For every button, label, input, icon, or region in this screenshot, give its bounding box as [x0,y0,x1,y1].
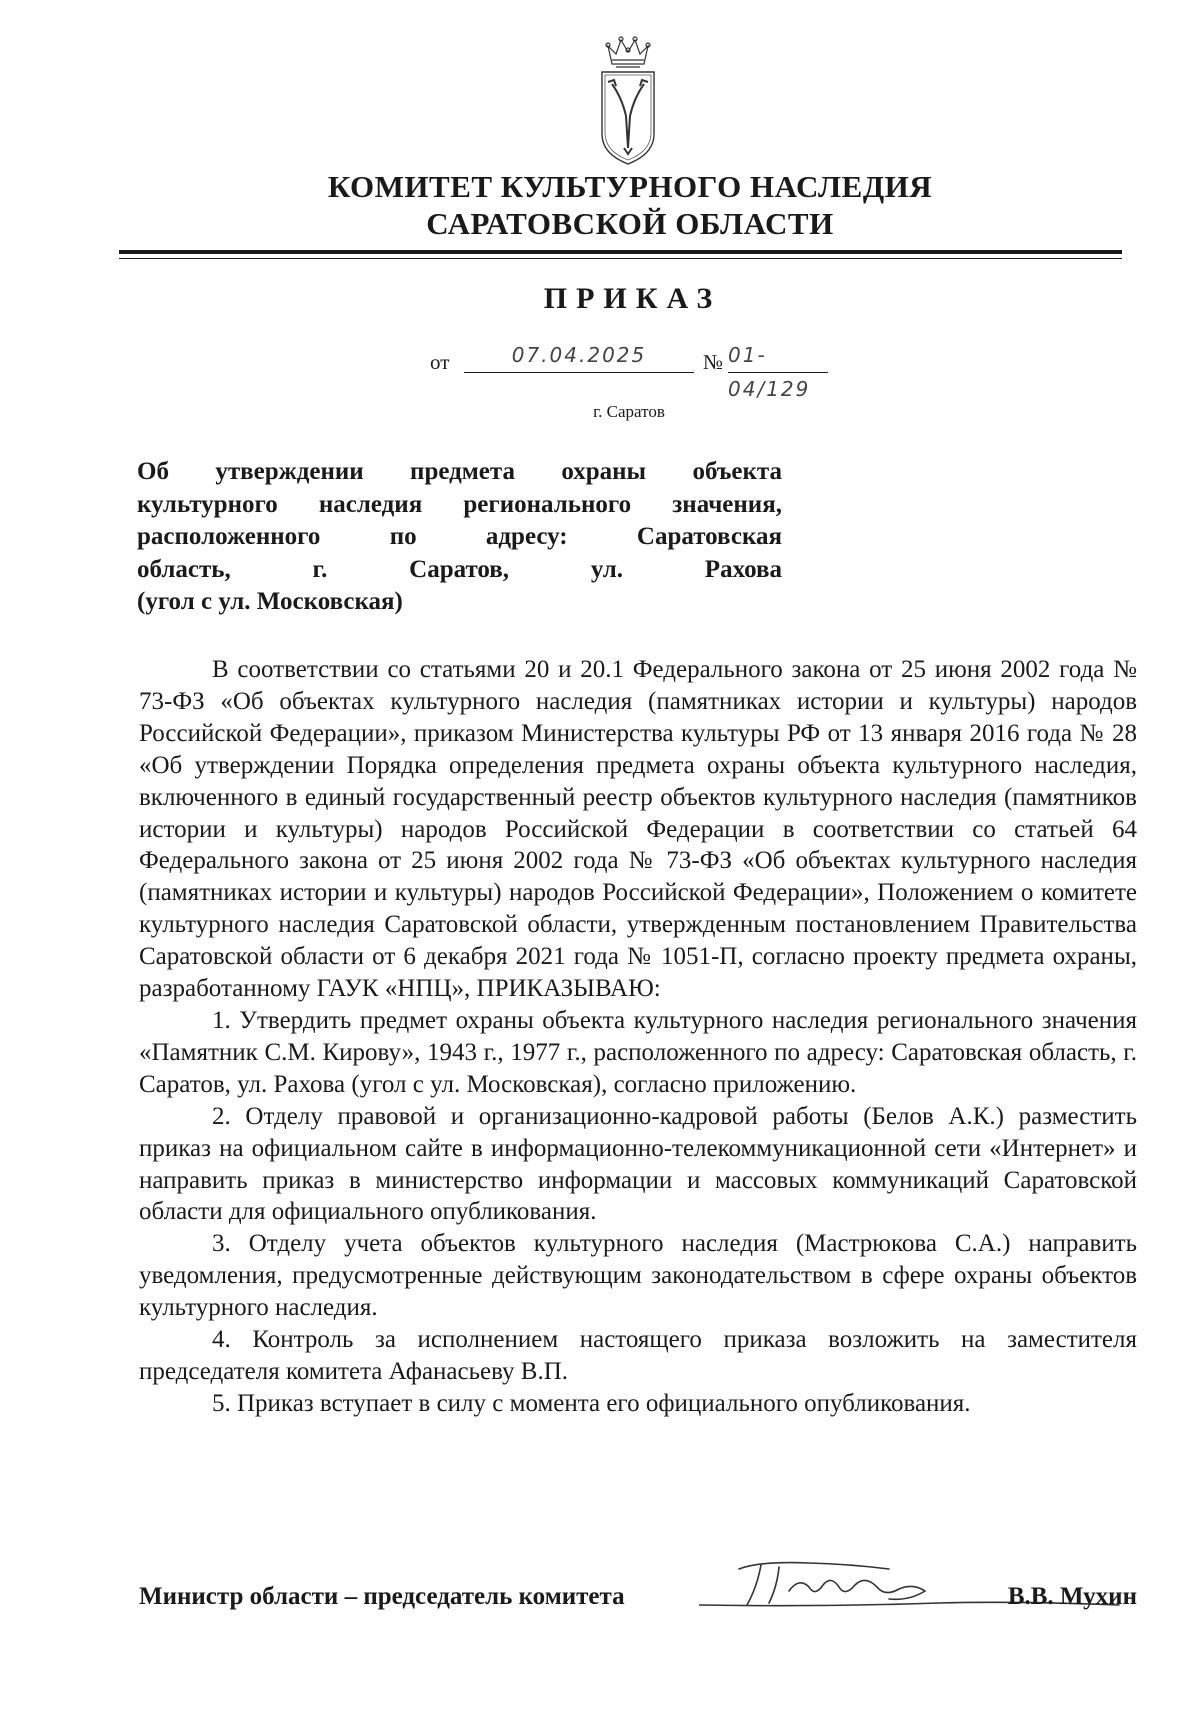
subject-line: Об утверждении предмета охраны объекта [137,458,782,485]
preamble-paragraph: В соответствии со статьями 20 и 20.1 Федерального закона от 25 июня 2002 года № 73-ФЗ «Об объектах культурного наследия (памятниках истории и культуры) народов Российской Федерации», приказом Министерства культуры РФ от 13 января 2016 года № 28 «Об утверждении Порядка определения предмета охраны объекта культурного наследия, включенного в единый государственный реестр объектов культурного наследия (памятников истории и культуры) народов Российской Федерации в соответствии со статьей 64 Федерального закона от 25 июня 2002 года № 73-ФЗ «Об объектах культурного наследия (памятниках истории и культуры) народов Российской Федерации», Положением о комитете культурного наследия Саратовской области, утвержденным постановлением Правительства Саратовской области от 6 декабря 2021 года № 1051-П, согласно проекту предмета охраны, разработанному ГАУК «НПЦ», ПРИКАЗЫВАЮ: [139,656,1137,1003]
number-value: 01-04/129 [728,338,828,373]
order-subject [137,456,782,619]
organization-name-line1: КОМИТЕТ КУЛЬТУРНОГО НАСЛЕДИЯ [327,169,933,204]
order-item-3: 3. Отделу учета объектов культурного наследия (Мастрюкова С.А.) направить уведомления, предусмотренные действующим законодательством в сфере охраны объектов культурного наследия. [139,1230,1137,1322]
order-item-5: 5. Приказ вступает в силу с момента его официального опубликования. [212,1389,971,1417]
date-value: 07.04.2025 [464,338,694,373]
order-meta-row [0,338,1200,401]
signatory-title: Министр области – председатель комитета [139,1583,625,1610]
city-label: г. Саратов [593,402,665,421]
signature-block [139,1583,1137,1623]
order-body [139,654,1137,1420]
date-label: от [430,350,450,374]
signatory-name: В.В. Мухин [1007,1583,1137,1610]
saratov-coat-of-arms-icon [594,36,662,168]
order-item-1: 1. Утвердить предмет охраны объекта культурного наследия регионального значения «Памятник С.М. Кирову», 1943 г., 1977 г., расположенного по адресу: Саратовская область, г. Саратов, ул. Рахова (угол с ул. Московская), согласно приложению. [139,1006,1137,1098]
subject-line: область, г. Саратов, ул. Рахова [137,555,782,583]
document-type-title: ПРИКАЗ [543,282,722,315]
header-rule-thin [119,258,1122,259]
order-item-4: 4. Контроль за исполнением настоящего приказа возложить на заместителя председателя комитета Афанасьеву В.П. [139,1326,1137,1385]
organization-name-line2: САРАТОВСКОЙ ОБЛАСТИ [426,206,834,241]
header-rule-thick [119,250,1122,254]
number-label: № [703,350,724,374]
subject-line: расположенного по адресу: Саратовская [137,523,782,550]
subject-line: (угол с ул. Московская) [137,588,403,615]
subject-line: культурного наследия регионального значения, [137,490,782,518]
order-item-2: 2. Отделу правовой и организационно-кадровой работы (Белов А.К.) разместить приказ на официальном сайте в информационно-телекоммуникационной сети «Интернет» и направить приказ в министерство информации и массовых коммуникаций Саратовской области для официального опубликования. [139,1102,1137,1226]
